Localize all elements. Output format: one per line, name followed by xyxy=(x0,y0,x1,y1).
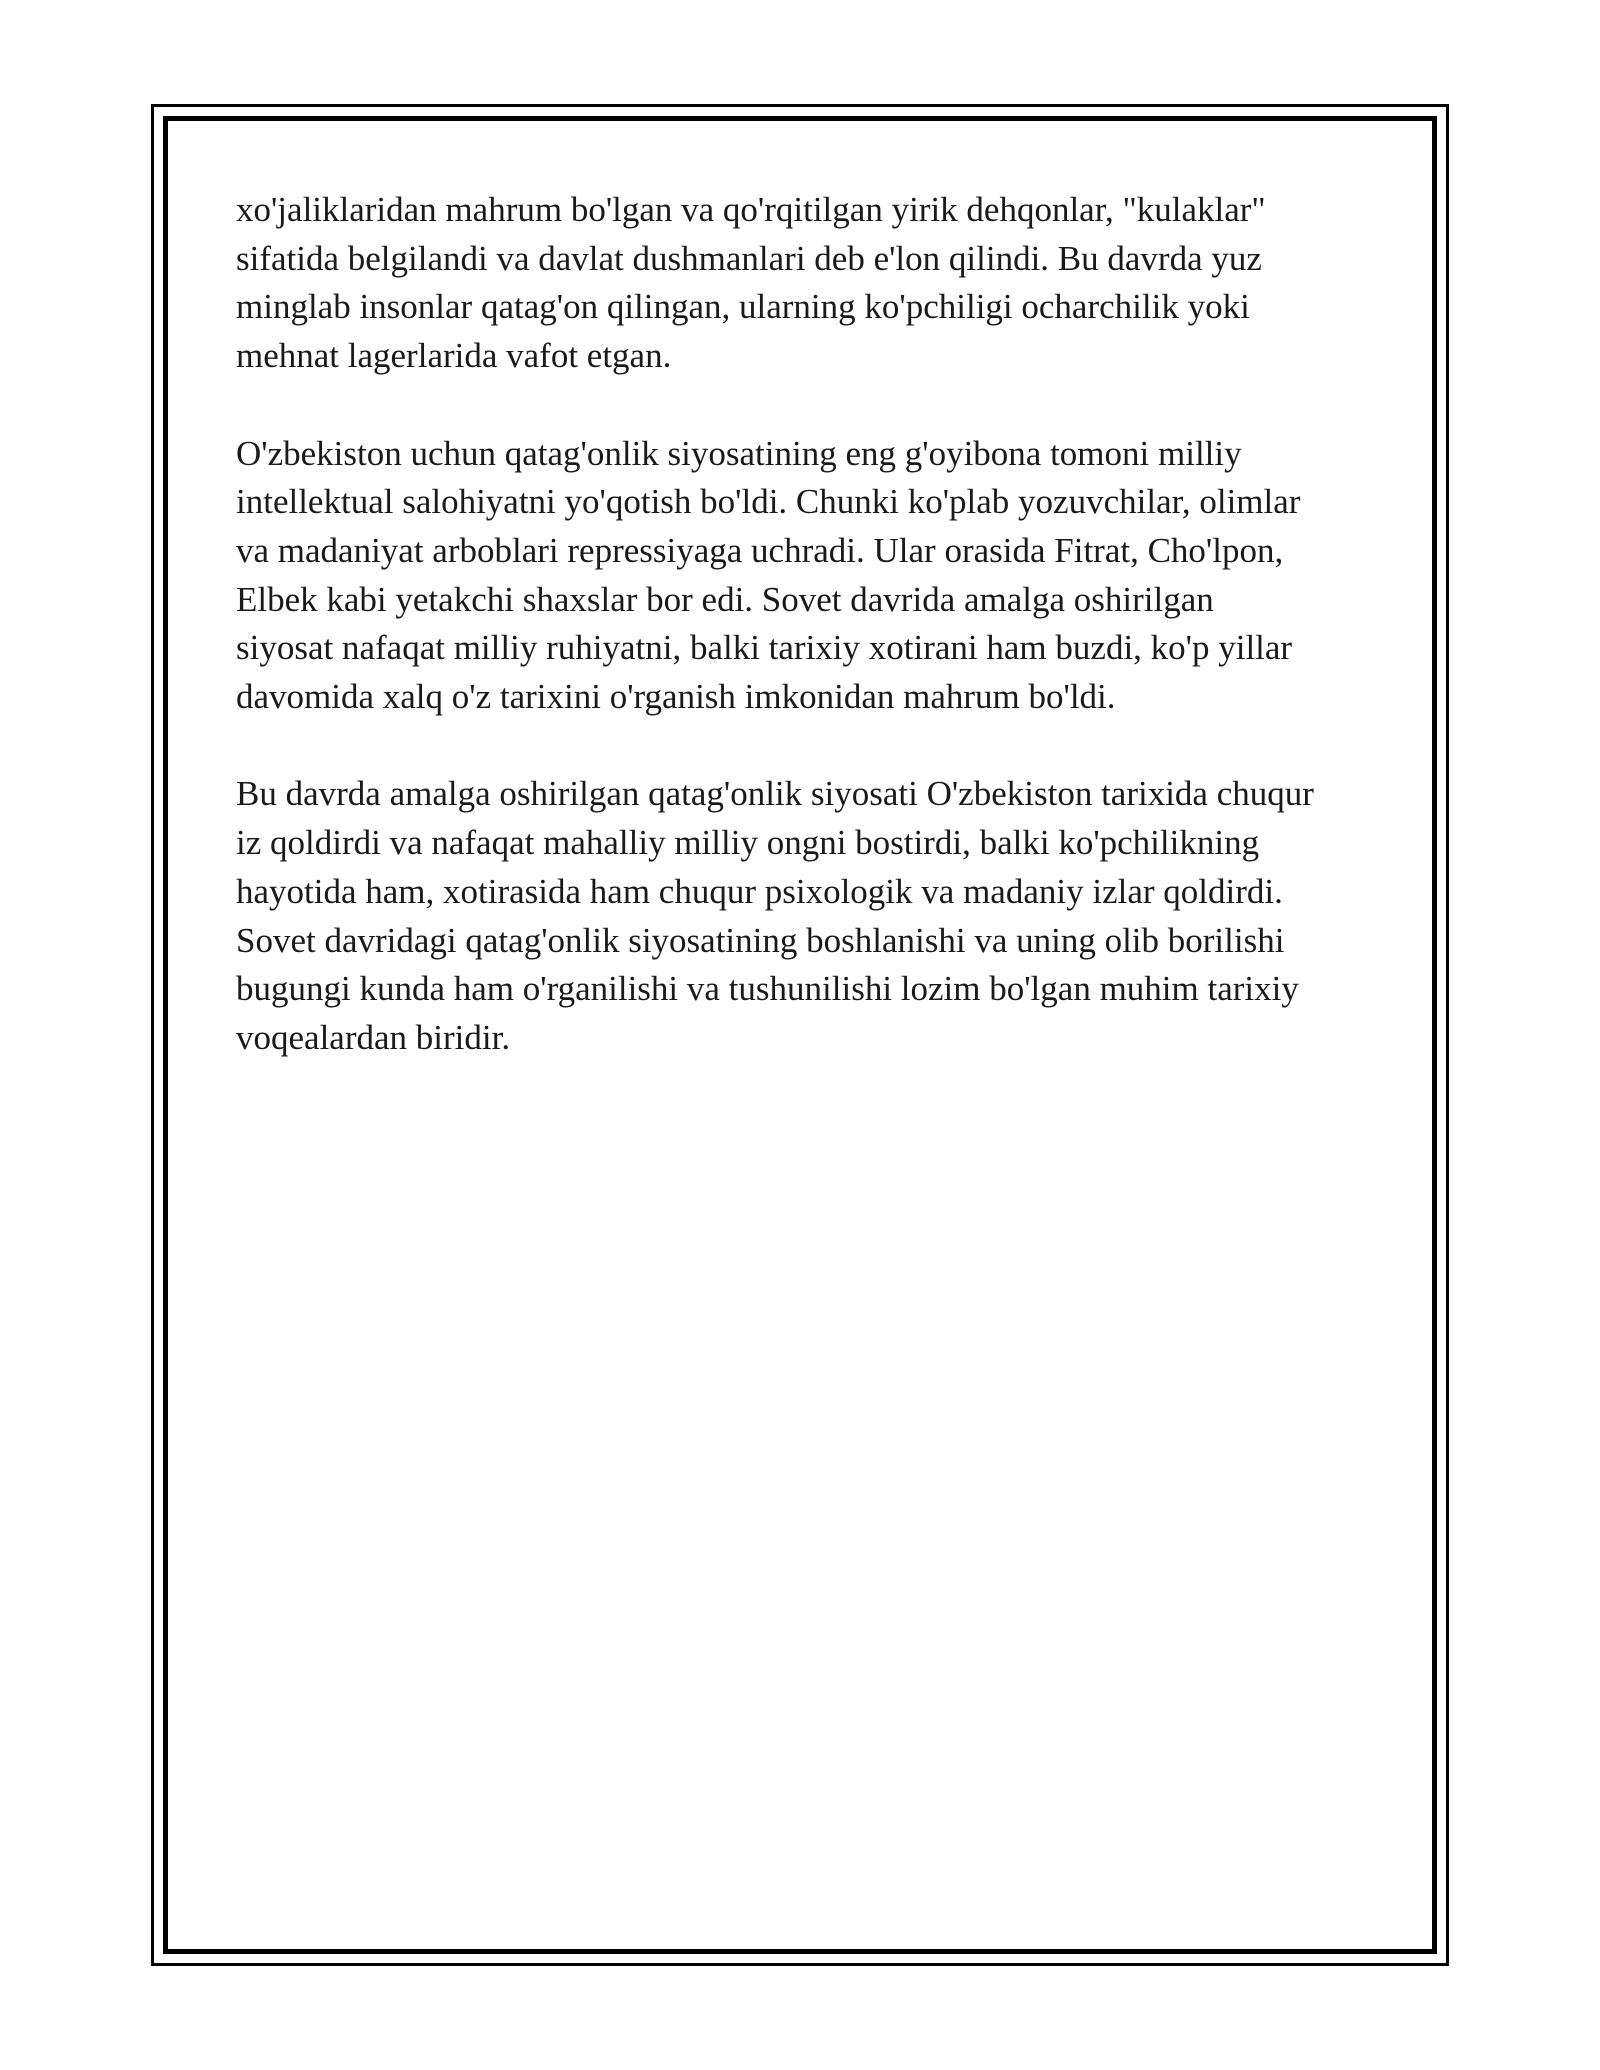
document-body xyxy=(236,186,1376,1111)
paragraph-3 xyxy=(236,770,1376,1062)
text-line: mehnat lagerlarida vafot etgan. xyxy=(236,336,672,376)
text-line: bugungi kunda ham o'rganilishi va tushunilishi lozim bo'lgan muhim tarixiy xyxy=(236,969,1299,1009)
text-line: iz qoldirdi va nafaqat mahalliy milliy ongni bostirdi, balki ko'pchilikning xyxy=(236,823,1260,863)
text-line: voqealardan biridir. xyxy=(236,1017,511,1057)
text-line: minglab insonlar qatag'on qilingan, ularning ko'pchiligi ocharchilik yoki xyxy=(236,287,1250,327)
text-line: O'zbekiston uchun qatag'onlik siyosatining eng g'oyibona tomoni milliy xyxy=(236,433,1242,473)
text-line: Sovet davridagi qatag'onlik siyosatining boshlanishi va uning olib borilishi xyxy=(236,920,1285,960)
text-line: intellektual salohiyatni yo'qotish bo'ldi. Chunki ko'plab yozuvchilar, olimlar xyxy=(236,482,1301,522)
text-line: xo'jaliklaridan mahrum bo'lgan va qo'rqitilgan yirik dehqonlar, "kulaklar" xyxy=(236,190,1266,229)
text-line: va madaniyat arboblari repressiyaga uchradi. Ular orasida Fitrat, Cho'lpon, xyxy=(236,530,1284,570)
text-line: sifatida belgilandi va davlat dushmanlari deb e'lon qilindi. Bu davrda yuz xyxy=(236,238,1262,278)
text-line: Bu davrda amalga oshirilgan qatag'onlik siyosati O'zbekiston tarixida chuqur xyxy=(236,774,1314,814)
text-line: davomida xalq o'z tarixini o'rganish imkonidan mahrum bo'ldi. xyxy=(236,677,1116,717)
paragraph-2 xyxy=(236,430,1376,722)
text-line: hayotida ham, xotirasida ham chuqur psixologik va madaniy izlar qoldirdi. xyxy=(236,871,1283,911)
paragraph-1 xyxy=(236,186,1376,381)
text-line: Elbek kabi yetakchi shaxslar bor edi. Sovet davrida amalga oshirilgan xyxy=(236,579,1214,619)
text-line: siyosat nafaqat milliy ruhiyatni, balki tarixiy xotirani ham buzdi, ko'p yillar xyxy=(236,628,1293,668)
